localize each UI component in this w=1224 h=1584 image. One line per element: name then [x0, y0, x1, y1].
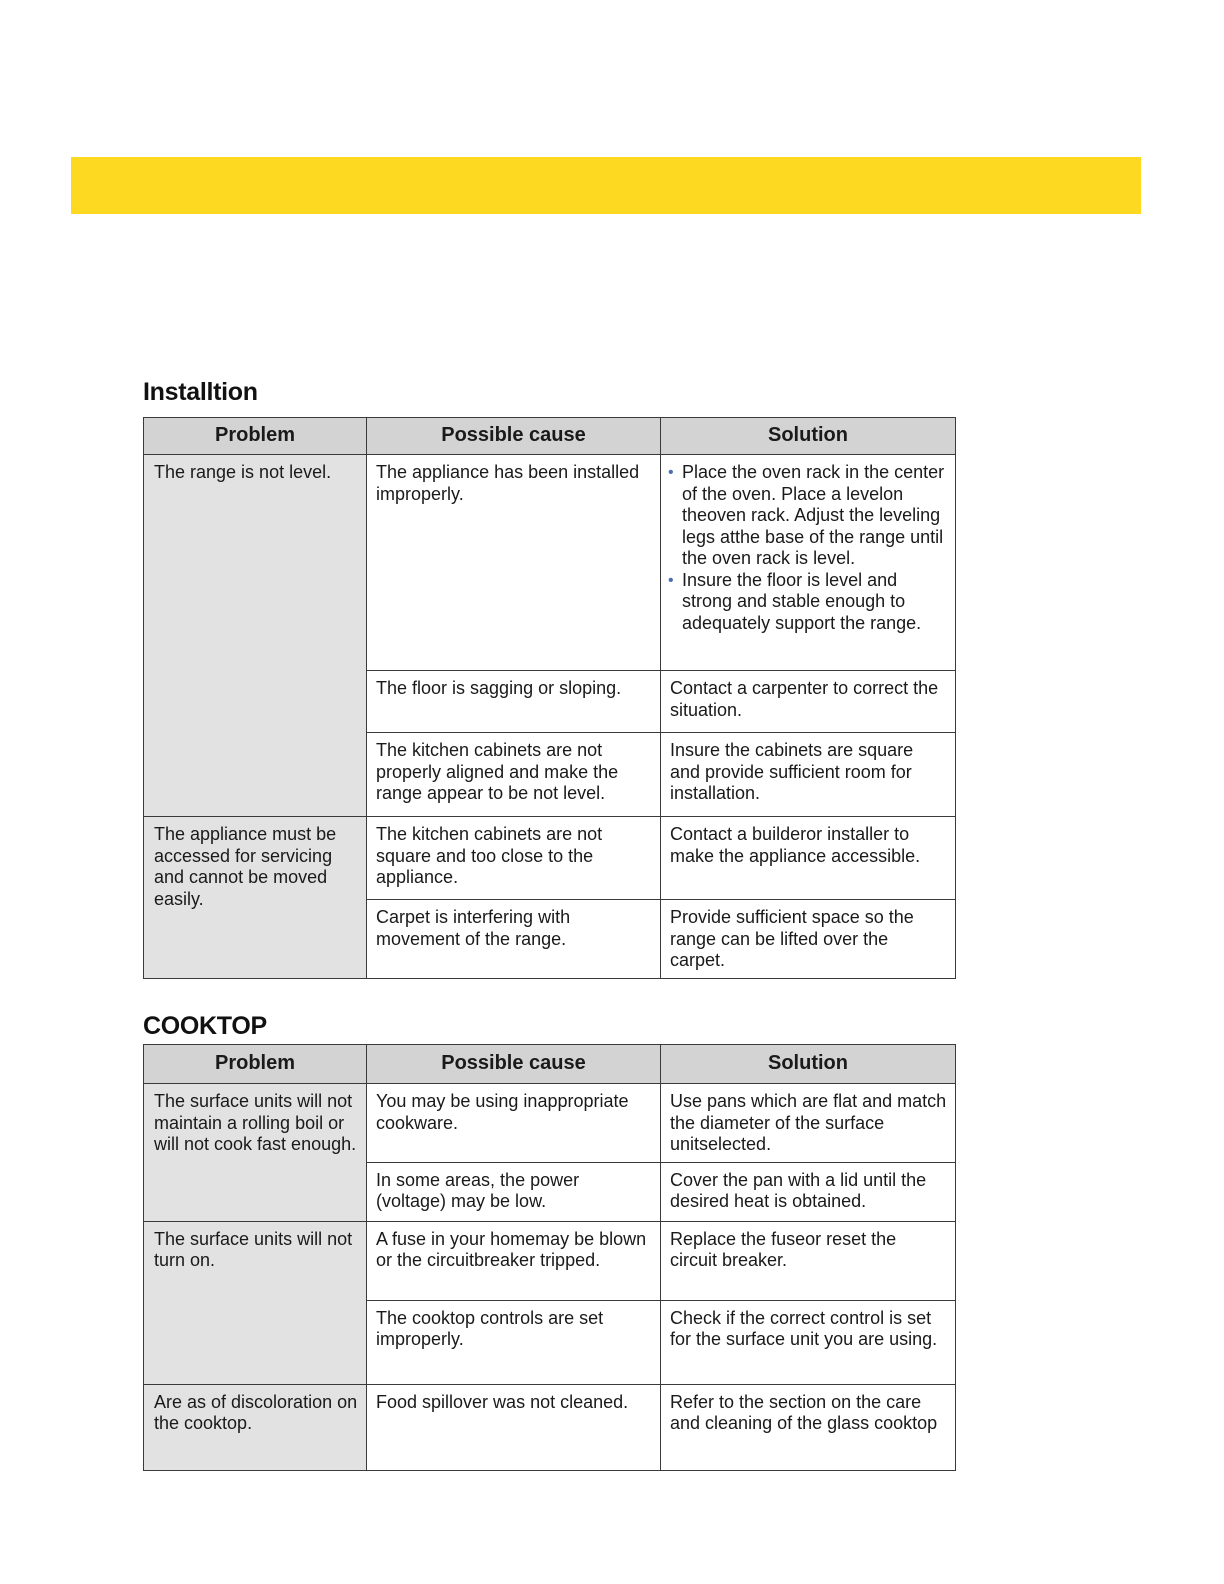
- header-problem: Problem: [144, 1045, 367, 1084]
- problem-cell: The surface units will not turn on.: [144, 1221, 367, 1384]
- cause-cell: The floor is sagging or sloping.: [367, 671, 661, 733]
- table-row: [144, 1084, 956, 1163]
- header-problem: Problem: [144, 418, 367, 455]
- solution-cell: Insure the cabinets are square and provide sufficient room for installation.: [661, 733, 956, 817]
- installation-title: Installtion: [143, 378, 258, 406]
- solution-text: Insure the floor is level and strong and stable enough to adequately support the range.: [682, 569, 922, 633]
- bullet-icon: •: [668, 571, 674, 589]
- header-possible-cause: Possible cause: [367, 1045, 661, 1084]
- cause-cell: The appliance has been installed improperly.: [367, 455, 661, 671]
- problem-cell: Are as of discoloration on the cooktop.: [144, 1384, 367, 1470]
- cause-cell: In some areas, the power (voltage) may be low.: [367, 1162, 661, 1221]
- cause-cell: The kitchen cabinets are not square and too close to the appliance.: [367, 817, 661, 900]
- solution-cell: Check if the correct control is set for the surface unit you are using.: [661, 1300, 956, 1384]
- solution-list: [668, 462, 947, 634]
- cause-cell: The kitchen cabinets are not properly aligned and make the range appear to be not level.: [367, 733, 661, 817]
- solution-cell: Contact a carpenter to correct the situation.: [661, 671, 956, 733]
- header-solution: Solution: [661, 1045, 956, 1084]
- installation-table: [143, 417, 956, 979]
- cause-cell: Food spillover was not cleaned.: [367, 1384, 661, 1470]
- table-header-row: [144, 1045, 956, 1084]
- table-row: [144, 1384, 956, 1470]
- solution-cell: Provide sufficient space so the range can be lifted over the carpet.: [661, 900, 956, 979]
- bullet-icon: •: [668, 464, 674, 481]
- solution-text: Place the oven rack in the center of the oven. Place a levelon theoven rack. Adjust the leveling legs atthe base of the range until the oven rack is level.: [682, 462, 945, 568]
- solution-cell: Replace the fuseor reset the circuit breaker.: [661, 1221, 956, 1300]
- table-header-row: [144, 418, 956, 455]
- list-item: [668, 462, 947, 570]
- cooktop-table: [143, 1044, 956, 1471]
- solution-cell: [661, 455, 956, 671]
- header-solution: Solution: [661, 418, 956, 455]
- cause-cell: A fuse in your homemay be blown or the circuitbreaker tripped.: [367, 1221, 661, 1300]
- table-row: [144, 817, 956, 900]
- solution-cell: Cover the pan with a lid until the desired heat is obtained.: [661, 1162, 956, 1221]
- problem-cell: The appliance must be accessed for servicing and cannot be moved easily.: [144, 817, 367, 979]
- cause-cell: You may be using inappropriate cookware.: [367, 1084, 661, 1163]
- cooktop-title: COOKTOP: [143, 1012, 267, 1040]
- problem-cell: The surface units will not maintain a rolling boil or will not cook fast enough.: [144, 1084, 367, 1222]
- list-item: [668, 570, 947, 635]
- solution-cell: Contact a builderor installer to make the appliance accessible.: [661, 817, 956, 900]
- cause-cell: Carpet is interfering with movement of the range.: [367, 900, 661, 979]
- solution-cell: Refer to the section on the care and cleaning of the glass cooktop: [661, 1384, 956, 1470]
- header-possible-cause: Possible cause: [367, 418, 661, 455]
- header-banner: [71, 157, 1141, 214]
- table-row: [144, 455, 956, 671]
- problem-cell: The range is not level.: [144, 455, 367, 817]
- table-row: [144, 1221, 956, 1300]
- cause-cell: The cooktop controls are set improperly.: [367, 1300, 661, 1384]
- solution-cell: Use pans which are flat and match the diameter of the surface unitselected.: [661, 1084, 956, 1163]
